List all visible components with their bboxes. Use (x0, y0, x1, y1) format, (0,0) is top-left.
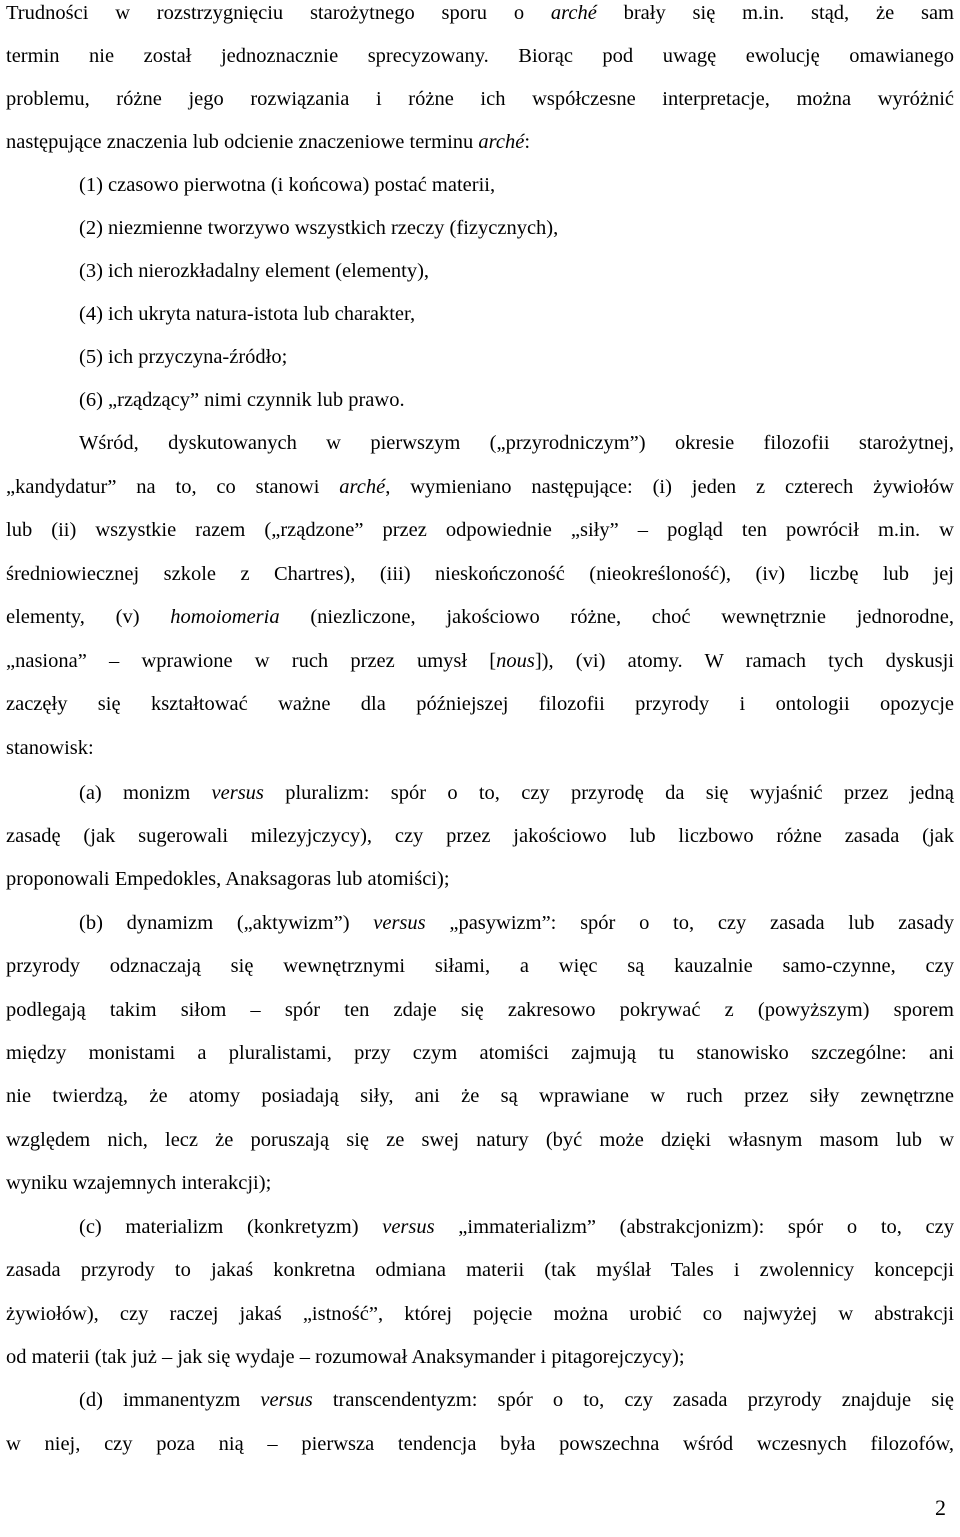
text-line: Wśród, dyskutowanych w pierwszym („przyrodniczym”) okresie filozofii starożytnej, (79, 432, 954, 454)
text-line: następujące znaczenia lub odcienie znaczeniowe terminu arché: (6, 131, 531, 153)
text-line: problemu, różne jego rozwiązania i różne ich współczesne interpretacje, można wyróżnić (6, 88, 954, 110)
text-line: stanowisk: (6, 737, 94, 759)
text-line: (d) immanentyzm versus transcendentyzm: spór o to, czy zasada przyrody znajduje się (79, 1389, 954, 1411)
list-item: (6) „rządzący” nimi czynnik lub prawo. (79, 389, 405, 411)
text-line: zaczęły się kształtować ważne dla późniejszej filozofii przyrody i ontologii opozycje (6, 693, 954, 715)
text-line: przyrody odznaczają się wewnętrznymi siłami, a więc są kauzalnie samo-czynne, czy (6, 955, 954, 977)
text-line: termin nie został jednoznacznie sprecyzowany. Biorąc pod uwagę ewolucję omawianego (6, 45, 954, 67)
text-line: lub (ii) wszystkie razem („rządzone” przez odpowiednie „siły” – pogląd ten powrócił m.in. w (6, 519, 954, 541)
text-line: wyniku wzajemnych interakcji); (6, 1172, 272, 1194)
text-line: średniowiecznej szkole z Chartres), (iii) nieskończoność (nieokreśloność), (iv) liczbę lub jej (6, 563, 954, 585)
text-line: od materii (tak już – jak się wydaje – rozumował Anaksymander i pitagorejczycy); (6, 1346, 685, 1368)
text-line: względem nich, lecz że poruszają się ze swej natury (być może dzięki własnym masom lub w (6, 1129, 954, 1151)
text-line: proponowali Empedokles, Anaksagoras lub atomiści); (6, 868, 450, 890)
text-line: elementy, (v) homoiomeria (niezliczone, jakościowo różne, choć wewnętrznie jednorodne, (6, 606, 954, 628)
text-line: (c) materializm (konkretyzm) versus „immaterializm” (abstrakcjonizm): spór o to, czy (79, 1216, 954, 1238)
text-line: między monistami a pluralistami, przy czym atomiści zajmują tu stanowisko szczególne: ani (6, 1042, 954, 1064)
text-line: (a) monizm versus pluralizm: spór o to, czy przyrodę da się wyjaśnić przez jedną (79, 782, 954, 804)
text-line: zasada przyrody to jakaś konkretna odmiana materii (tak myślał Tales i zwolennicy koncepcji (6, 1259, 954, 1281)
list-item: (1) czasowo pierwotna (i końcowa) postać materii, (79, 174, 496, 196)
list-item: (2) niezmienne tworzywo wszystkich rzeczy (fizycznych), (79, 217, 559, 239)
page-number: 2 (935, 1495, 946, 1520)
text-line: (b) dynamizm („aktywizm”) versus „pasywizm”: spór o to, czy zasada lub zasady (79, 912, 954, 934)
list-item: (5) ich przyczyna-źródło; (79, 346, 288, 368)
list-item: (4) ich ukryta natura-istota lub charakter, (79, 303, 416, 325)
list-item: (3) ich nierozkładalny element (elementy), (79, 260, 430, 282)
text-line: „nasiona” – wprawione w ruch przez umysł [nous]), (vi) atomy. W ramach tych dyskusji (6, 650, 954, 672)
text-line: żywiołów), czy raczej jakaś „istność”, której pojęcie można urobić co najwyżej w abstrakcji (6, 1303, 954, 1325)
text-line: zasadę (jak sugerowali milezyjczycy), czy przez jakościowo lub liczbowo różne zasada (jak (6, 825, 954, 847)
text-line: Trudności w rozstrzygnięciu starożytnego sporu o arché brały się m.in. stąd, że sam (6, 2, 954, 24)
text-line: w niej, czy poza nią – pierwsza tendencja była powszechna wśród wczesnych filozofów, (6, 1433, 954, 1455)
text-line: „kandydatur” na to, co stanowi arché, wymieniano następujące: (i) jeden z czterech żywiołów (6, 476, 954, 498)
text-line: podlegają takim siłom – spór ten zdaje się zakresowo pokrywać z (powyższym) sporem (6, 999, 954, 1021)
text-line: nie twierdzą, że atomy posiadają siły, ani że są wprawiane w ruch przez siły zewnętrzne (6, 1085, 954, 1107)
